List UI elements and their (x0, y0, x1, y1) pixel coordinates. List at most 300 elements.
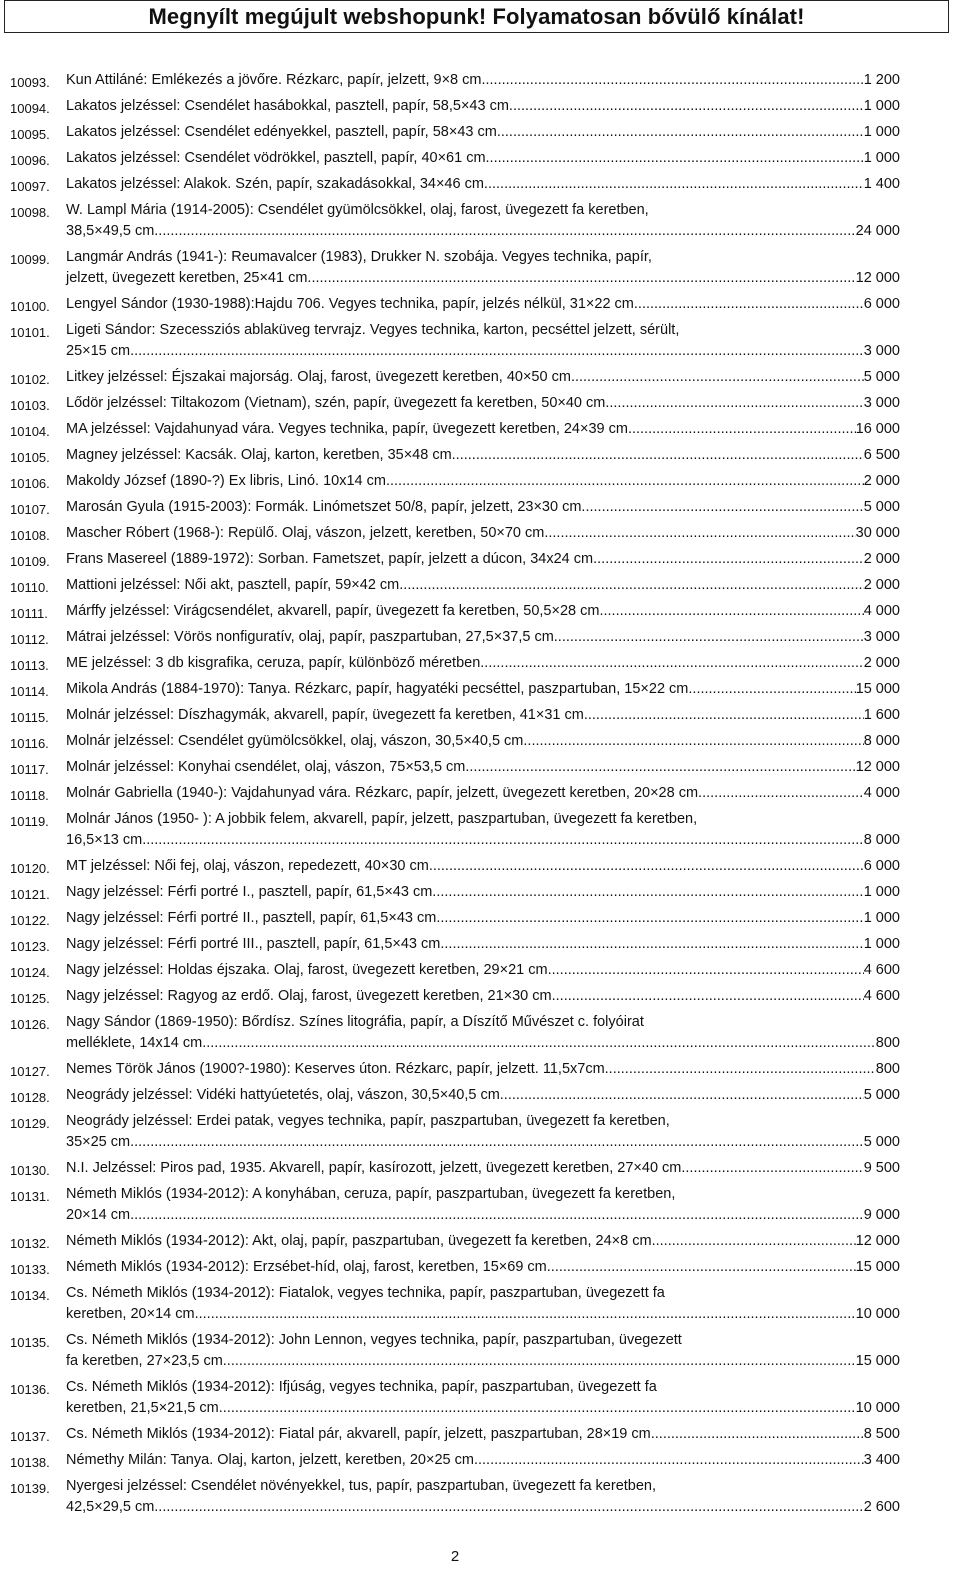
catalog-entry (0, 1450, 960, 1476)
price: 5 000 (863, 1087, 900, 1103)
lot-description (66, 200, 900, 242)
lot-description (66, 1231, 900, 1252)
description-line (66, 1231, 900, 1252)
price: 1 000 (863, 910, 900, 926)
catalog-entry (0, 1330, 960, 1377)
lot-number: 10131. (10, 1189, 50, 1204)
lot-number: 10130. (10, 1163, 50, 1178)
dot-leader (480, 653, 863, 674)
description-text: melléklete, 14x14 cm (66, 1035, 203, 1051)
lot-description (66, 934, 900, 955)
description-text: Litkey jelzéssel: Éjszakai majorság. Olaj, farost, üvegezett keretben, 40×50 cm (66, 369, 571, 385)
lot-number: 10118. (10, 788, 49, 803)
dot-leader (581, 497, 863, 518)
dot-leader (552, 986, 864, 1007)
description-text: 20×14 cm (66, 1207, 131, 1223)
catalog-entry (0, 122, 960, 148)
lot-number: 10122. (10, 913, 50, 928)
price: 12 000 (855, 759, 900, 775)
description-text: jelzett, üvegezett keretben, 25×41 cm (66, 270, 308, 286)
description-line (66, 908, 900, 929)
lot-description (66, 1330, 900, 1372)
description-text: Lengyel Sándor (1930-1988):Hajdu 706. Vegyes technika, papír, jelzés nélkül, 31×22 cm (66, 296, 634, 312)
price: 2 000 (863, 577, 900, 593)
price: 30 000 (855, 525, 900, 541)
lot-number: 10121. (10, 887, 50, 902)
price: 4 600 (863, 962, 900, 978)
catalog-entry (0, 908, 960, 934)
dot-leader (223, 1351, 856, 1372)
catalog-entry (0, 1283, 960, 1330)
catalog-entry (0, 96, 960, 122)
description-text: Makoldy József (1890-?) Ex libris, Linó. 10x14 cm (66, 473, 386, 489)
catalog-entry (0, 679, 960, 705)
description-line: Neogrády jelzéssel: Erdei patak, vegyes technika, papír, paszpartuban, üvegezett fa keretben, (66, 1113, 670, 1129)
price: 800 (875, 1061, 900, 1077)
price: 800 (875, 1035, 900, 1051)
catalog-entry (0, 148, 960, 174)
description-line (66, 1033, 900, 1054)
description-line (66, 1205, 900, 1226)
description-line (66, 1304, 900, 1325)
price: 3 000 (863, 343, 900, 359)
catalog-entry (0, 174, 960, 200)
dot-leader (142, 830, 864, 851)
dot-leader (440, 934, 863, 955)
description-text: MT jelzéssel: Női fej, olaj, vászon, repedezett, 40×30 cm (66, 858, 429, 874)
lot-number: 10116. (10, 736, 49, 751)
description-text: fa keretben, 27×23,5 cm (66, 1353, 223, 1369)
catalog-entry (0, 627, 960, 653)
description-line: W. Lampl Mária (1914-2005): Csendélet gyümölcsökkel, olaj, farost, üvegezett fa keretben, (66, 202, 649, 218)
lot-description (66, 523, 900, 544)
description-line (66, 523, 900, 544)
description-text: 16,5×13 cm (66, 832, 143, 848)
lot-number: 10108. (10, 528, 50, 543)
description-line (66, 679, 900, 700)
description-line (66, 294, 900, 315)
lot-number: 10123. (10, 939, 50, 954)
catalog-entry (0, 1377, 960, 1424)
description-line: Molnár János (1950- ): A jobbik felem, akvarell, papír, jelzett, paszpartuban, üvegezett fa keretben, (66, 811, 698, 827)
dot-leader (547, 1257, 856, 1278)
price: 15 000 (855, 1353, 900, 1369)
description-line (66, 731, 900, 752)
lot-description (66, 122, 900, 143)
dot-leader (399, 575, 863, 596)
price: 8 000 (863, 832, 900, 848)
lot-description (66, 320, 900, 362)
catalog-entry (0, 601, 960, 627)
description-text: Lakatos jelzéssel: Csendélet hasábokkal, pasztell, papír, 58,5×43 cm (66, 98, 509, 114)
description-text: Nagy jelzéssel: Férfi portré III., pasztell, papír, 61,5×43 cm (66, 936, 441, 952)
lot-description (66, 1158, 900, 1179)
description-line (66, 549, 900, 570)
description-text: 25×15 cm (66, 343, 131, 359)
description-line (66, 445, 900, 466)
description-line: Ligeti Sándor: Szecessziós ablaküveg tervrajz. Vegyes technika, karton, pecséttel jelzett, sérült, (66, 322, 680, 338)
price: 1 200 (863, 72, 900, 88)
description-text: Lakatos jelzéssel: Alakok. Szén, papír, szakadásokkal, 34×46 cm (66, 176, 484, 192)
description-line (66, 856, 900, 877)
description-line (66, 705, 900, 726)
description-text: Molnár jelzéssel: Díszhagymák, akvarell, papír, üvegezett fa keretben, 41×31 cm (66, 707, 584, 723)
lot-description (66, 70, 900, 91)
dot-leader (599, 601, 863, 622)
dot-leader (509, 96, 864, 117)
dot-leader (432, 882, 863, 903)
price: 10 000 (855, 1400, 900, 1416)
catalog-entry (0, 653, 960, 679)
description-line (66, 1132, 900, 1153)
page-number: 2 (450, 1548, 460, 1565)
description-line (66, 174, 900, 195)
dot-leader (386, 471, 864, 492)
lot-description (66, 809, 900, 851)
description-line (66, 471, 900, 492)
lot-description (66, 960, 900, 981)
lot-number: 10105. (10, 450, 50, 465)
dot-leader (554, 627, 864, 648)
lot-number: 10119. (10, 814, 49, 829)
description-line: Cs. Németh Miklós (1934-2012): John Lennon, vegyes technika, papír, paszpartuban, üvegezett (66, 1332, 682, 1348)
lot-number: 10134. (10, 1288, 50, 1303)
lot-description (66, 856, 900, 877)
description-text: Mascher Róbert (1968-): Repülő. Olaj, vászon, jelzett, keretben, 50×70 cm (66, 525, 545, 541)
catalog-entry (0, 705, 960, 731)
dot-leader (652, 1231, 856, 1252)
price: 12 000 (855, 270, 900, 286)
lot-number: 10138. (10, 1455, 50, 1470)
description-line (66, 653, 900, 674)
lot-description (66, 419, 900, 440)
lot-description (66, 1283, 900, 1325)
price: 4 600 (863, 988, 900, 1004)
description-line: Cs. Németh Miklós (1934-2012): Ifjúság, vegyes technika, papír, paszpartuban, üvegezett fa (66, 1379, 657, 1395)
dot-leader (688, 679, 855, 700)
description-text: Kun Attiláné: Emlékezés a jövőre. Rézkarc, papír, jelzett, 9×8 cm (66, 72, 482, 88)
price: 1 400 (863, 176, 900, 192)
description-text: MA jelzéssel: Vajdahunyad vára. Vegyes technika, papír, üvegezett keretben, 24×39 cm (66, 421, 628, 437)
lot-number: 10125. (10, 991, 50, 1006)
description-text: Cs. Németh Miklós (1934-2012): Fiatal pár, akvarell, papír, jelzett, paszpartuban, 28×19 cm (66, 1426, 651, 1442)
lot-number: 10101. (10, 325, 50, 340)
price: 2 000 (863, 551, 900, 567)
lot-description (66, 1424, 900, 1445)
lot-description (66, 471, 900, 492)
price: 5 000 (863, 1134, 900, 1150)
lot-description (66, 148, 900, 169)
lot-number: 10139. (10, 1481, 50, 1496)
description-text: Molnár jelzéssel: Konyhai csendélet, olaj, vászon, 75×53,5 cm (66, 759, 466, 775)
catalog-entry (0, 934, 960, 960)
description-line (66, 419, 900, 440)
price: 15 000 (855, 681, 900, 697)
description-line (66, 1059, 900, 1080)
catalog-entry (0, 200, 960, 247)
description-line (66, 122, 900, 143)
lot-number: 10132. (10, 1236, 50, 1251)
dot-leader (584, 705, 864, 726)
announcement-banner (4, 0, 949, 33)
lot-description (66, 96, 900, 117)
lot-description (66, 575, 900, 596)
description-text: Nemes Török János (1900?-1980): Keserves úton. Rézkarc, papír, jelzett. 11,5x7cm (66, 1061, 605, 1077)
lot-number: 10102. (10, 372, 50, 387)
price: 8 500 (863, 1426, 900, 1442)
price: 3 400 (863, 1452, 900, 1468)
catalog-entry (0, 1257, 960, 1283)
dot-leader (544, 523, 855, 544)
dot-leader (497, 122, 864, 143)
price: 24 000 (855, 223, 900, 239)
price: 4 000 (863, 785, 900, 801)
lot-description (66, 174, 900, 195)
catalog-entry (0, 809, 960, 856)
lot-number: 10107. (10, 502, 50, 517)
dot-leader (698, 783, 864, 804)
dot-leader (605, 1059, 876, 1080)
lot-description (66, 1476, 900, 1518)
description-line (66, 575, 900, 596)
lot-description (66, 783, 900, 804)
lot-number: 10098. (10, 205, 50, 220)
price: 2 000 (863, 655, 900, 671)
catalog-list (0, 70, 960, 1523)
dot-leader (154, 221, 855, 242)
price: 10 000 (855, 1306, 900, 1322)
description-text: Mátrai jelzéssel: Vörös nonfiguratív, olaj, papír, paszpartuban, 27,5×37,5 cm (66, 629, 554, 645)
lot-description (66, 757, 900, 778)
dot-leader (605, 393, 863, 414)
dot-leader (202, 1033, 876, 1054)
description-text: Nagy jelzéssel: Ragyog az erdő. Olaj, farost, üvegezett keretben, 21×30 cm (66, 988, 552, 1004)
description-line (66, 1257, 900, 1278)
dot-leader (481, 70, 863, 91)
description-line (66, 221, 900, 242)
description-line (66, 341, 900, 362)
description-line (66, 96, 900, 117)
lot-number: 10111. (10, 606, 48, 621)
description-line (66, 367, 900, 388)
catalog-entry (0, 471, 960, 497)
lot-description (66, 1184, 900, 1226)
description-line (66, 601, 900, 622)
lot-number: 10136. (10, 1382, 50, 1397)
description-text: 35×25 cm (66, 1134, 131, 1150)
catalog-entry (0, 294, 960, 320)
description-text: Molnár jelzéssel: Csendélet gyümölcsökkel, olaj, vászon, 30,5×40,5 cm (66, 733, 524, 749)
description-line: Nagy Sándor (1869-1950): Bőrdísz. Színes litográfia, papír, a Díszítő Művészet c. folyóirat (66, 1014, 644, 1030)
lot-description (66, 986, 900, 1007)
lot-number: 10100. (10, 299, 50, 314)
catalog-entry (0, 1085, 960, 1111)
dot-leader (634, 294, 864, 315)
lot-description (66, 882, 900, 903)
lot-description (66, 247, 900, 289)
description-line (66, 1351, 900, 1372)
description-text: keretben, 21,5×21,5 cm (66, 1400, 219, 1416)
price: 15 000 (855, 1259, 900, 1275)
description-line (66, 783, 900, 804)
description-text: Nagy jelzéssel: Holdas éjszaka. Olaj, farost, üvegezett keretben, 29×21 cm (66, 962, 548, 978)
description-line (66, 1424, 900, 1445)
catalog-entry (0, 367, 960, 393)
description-text: 42,5×29,5 cm (66, 1499, 155, 1515)
lot-description (66, 1012, 900, 1054)
dot-leader (307, 268, 855, 289)
lot-number: 10114. (10, 684, 49, 699)
lot-description (66, 653, 900, 674)
lot-description (66, 393, 900, 414)
price: 4 000 (863, 603, 900, 619)
lot-number: 10126. (10, 1017, 50, 1032)
lot-number: 10093. (10, 75, 50, 90)
catalog-entry (0, 1111, 960, 1158)
description-text: Nagy jelzéssel: Férfi portré II., pasztell, papír, 61,5×43 cm (66, 910, 437, 926)
description-text: Németh Miklós (1934-2012): Akt, olaj, papír, paszpartuban, üvegezett fa keretben, 24×8 cm (66, 1233, 652, 1249)
description-line: Nyergesi jelzéssel: Csendélet növényekkel, tus, papír, paszpartuban, üvegezett fa keretben, (66, 1478, 657, 1494)
price: 5 000 (863, 499, 900, 515)
description-line (66, 148, 900, 169)
description-line (66, 70, 900, 91)
price: 12 000 (855, 1233, 900, 1249)
dot-leader (474, 1450, 864, 1471)
lot-number: 10120. (10, 861, 50, 876)
description-text: Lődör jelzéssel: Tiltakozom (Vietnam), szén, papír, üvegezett fa keretben, 50×40 cm (66, 395, 606, 411)
dot-leader (465, 757, 855, 778)
description-line (66, 986, 900, 1007)
dot-leader (651, 1424, 864, 1445)
description-line (66, 960, 900, 981)
price: 1 000 (863, 124, 900, 140)
lot-description (66, 445, 900, 466)
catalog-entry (0, 757, 960, 783)
dot-leader (571, 367, 864, 388)
catalog-entry (0, 575, 960, 601)
catalog-entry (0, 960, 960, 986)
lot-description (66, 497, 900, 518)
description-line (66, 1158, 900, 1179)
lot-number: 10137. (10, 1429, 50, 1444)
lot-description (66, 1450, 900, 1471)
catalog-entry (0, 1184, 960, 1231)
catalog-entry (0, 882, 960, 908)
banner-text: Megnyílt megújult webshopunk! Folyamatosan bővülő kínálat! (148, 3, 805, 29)
lot-number: 10106. (10, 476, 50, 491)
dot-leader (130, 1205, 864, 1226)
lot-number: 10113. (10, 658, 49, 673)
description-text: Molnár Gabriella (1940-): Vajdahunyad vára. Rézkarc, papír, jelzett, üvegezett keretben, 20×28 cm (66, 785, 699, 801)
price: 9 000 (863, 1207, 900, 1223)
catalog-entry (0, 549, 960, 575)
description-text: Neogrády jelzéssel: Vidéki hattyúetetés, olaj, vászon, 30,5×40,5 cm (66, 1087, 500, 1103)
lot-description (66, 367, 900, 388)
dot-leader (130, 1132, 864, 1153)
description-line (66, 1450, 900, 1471)
lot-number: 10112. (10, 632, 49, 647)
dot-leader (500, 1085, 864, 1106)
dot-leader (436, 908, 863, 929)
dot-leader (219, 1398, 856, 1419)
lot-description (66, 1111, 900, 1153)
dot-leader (628, 419, 856, 440)
price: 5 000 (863, 369, 900, 385)
description-text: 38,5×49,5 cm (66, 223, 155, 239)
dot-leader (486, 148, 864, 169)
lot-description (66, 627, 900, 648)
lot-number: 10124. (10, 965, 50, 980)
lot-description (66, 705, 900, 726)
lot-number: 10117. (10, 762, 49, 777)
description-line (66, 627, 900, 648)
price: 1 000 (863, 150, 900, 166)
catalog-entry (0, 1012, 960, 1059)
description-line (66, 830, 900, 851)
description-text: Márffy jelzéssel: Virágcsendélet, akvarell, papír, üvegezett fa keretben, 50,5×28 cm (66, 603, 600, 619)
lot-description (66, 731, 900, 752)
lot-description (66, 549, 900, 570)
lot-description (66, 679, 900, 700)
description-line (66, 1085, 900, 1106)
description-text: Marosán Gyula (1915-2003): Formák. Linómetszet 50/8, papír, jelzett, 23×30 cm (66, 499, 582, 515)
dot-leader (130, 341, 864, 362)
description-text: Németh Miklós (1934-2012): Erzsébet-híd, olaj, farost, keretben, 15×69 cm (66, 1259, 547, 1275)
catalog-entry (0, 1424, 960, 1450)
price: 2 000 (863, 473, 900, 489)
description-line: Cs. Németh Miklós (1934-2012): Fiatalok, vegyes technika, papír, paszpartuban, üvegezett fa (66, 1285, 665, 1301)
lot-number: 10104. (10, 424, 50, 439)
catalog-entry (0, 1158, 960, 1184)
lot-number: 10099. (10, 252, 50, 267)
lot-number: 10129. (10, 1116, 50, 1131)
lot-description (66, 1257, 900, 1278)
catalog-entry (0, 1231, 960, 1257)
description-text: Lakatos jelzéssel: Csendélet edényekkel, pasztell, papír, 58×43 cm (66, 124, 497, 140)
description-text: keretben, 20×14 cm (66, 1306, 195, 1322)
lot-number: 10094. (10, 101, 50, 116)
description-text: Lakatos jelzéssel: Csendélet vödrökkel, pasztell, papír, 40×61 cm (66, 150, 486, 166)
catalog-entry (0, 393, 960, 419)
description-text: Mattioni jelzéssel: Női akt, pasztell, papír, 59×42 cm (66, 577, 400, 593)
description-line (66, 757, 900, 778)
catalog-entry (0, 445, 960, 471)
catalog-entry (0, 1059, 960, 1085)
catalog-entry (0, 247, 960, 294)
lot-number: 10128. (10, 1090, 50, 1105)
lot-description (66, 908, 900, 929)
description-text: Mikola András (1884-1970): Tanya. Rézkarc, papír, hagyatéki pecséttel, paszpartuban, 15×22 cm (66, 681, 689, 697)
lot-description (66, 1059, 900, 1080)
price: 3 000 (863, 629, 900, 645)
description-text: Frans Masereel (1889-1972): Sorban. Fametszet, papír, jelzett a dúcon, 34x24 cm (66, 551, 594, 567)
catalog-entry (0, 731, 960, 757)
price: 1 000 (863, 884, 900, 900)
price: 16 000 (855, 421, 900, 437)
catalog-entry (0, 70, 960, 96)
price: 9 500 (863, 1160, 900, 1176)
price: 2 600 (863, 1499, 900, 1515)
lot-description (66, 1085, 900, 1106)
description-line (66, 268, 900, 289)
description-text: ME jelzéssel: 3 db kisgrafika, ceruza, papír, különböző méretben (66, 655, 481, 671)
dot-leader (484, 174, 864, 195)
description-line (66, 934, 900, 955)
catalog-entry (0, 1476, 960, 1523)
lot-description (66, 1377, 900, 1419)
dot-leader (593, 549, 864, 570)
catalog-entry (0, 986, 960, 1012)
